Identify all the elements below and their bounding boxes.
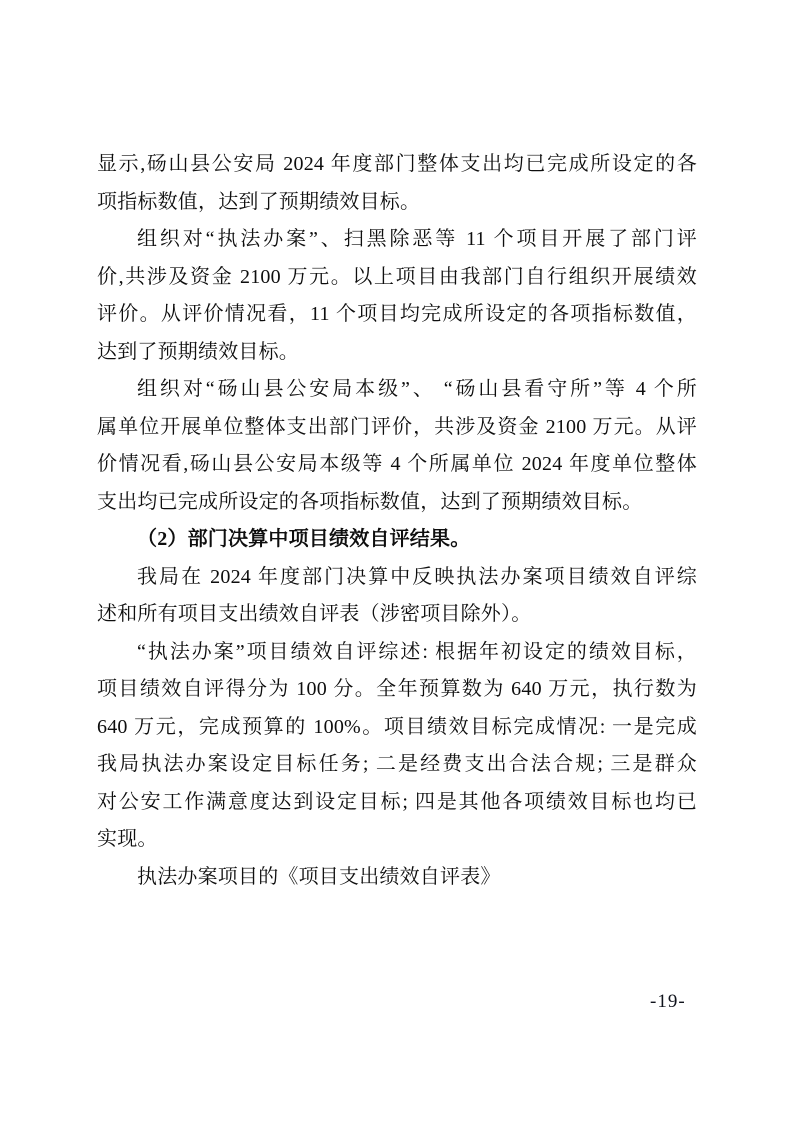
text-line: 执法办案项目的《项目支出绩效自评表》 [137, 865, 501, 888]
text-line: 对公安工作满意度达到设定目标; 四是其他各项绩效目标也均已 [97, 790, 697, 813]
text-line: 实现。 [97, 828, 158, 850]
text-line: 属单位开展单位整体支出部门评价，共涉及资金 2100 万元。从评 [97, 415, 697, 438]
text-line: 达到了预期绩效目标。 [97, 340, 299, 363]
text-line: 组织对“砀山县公安局本级”、 “砀山县看守所”等 4 个所 [137, 378, 697, 400]
text-line: 评价。从评价情况看，11 个项目均完成所设定的各项指标数值， [97, 303, 697, 325]
text-line: 述和所有项目支出绩效自评表（涉密项目除外）。 [97, 603, 532, 625]
text-line: 价情况看,砀山县公安局本级等 4 个所属单位 2024 年度单位整体 [97, 453, 697, 475]
text-line: 项目绩效自评得分为 100 分。全年预算数为 640 万元，执行数为 [97, 678, 697, 700]
text-line: 价,共涉及资金 2100 万元。以上项目由我部门自行组织开展绩效 [97, 265, 697, 288]
text-line: 显示,砀山县公安局 2024 年度部门整体支出均已完成所设定的各 [97, 153, 697, 175]
text-line: 640 万元，完成预算的 100%。项目绩效目标完成情况: 一是完成 [97, 715, 697, 738]
text-line: 项指标数值，达到了预期绩效目标。 [97, 190, 421, 213]
text-line: 我局执法办案设定目标任务; 二是经费支出合法合规; 三是群众 [97, 753, 697, 775]
section-heading: （2）部门决算中项目绩效自评结果。 [137, 528, 471, 550]
text-line: 支出均已完成所设定的各项指标数值，达到了预期绩效目标。 [97, 490, 643, 513]
page-number: -19- [650, 991, 686, 1012]
text-line: “执法办案”项目绩效自评综述: 根据年初设定的绩效目标， [137, 640, 697, 663]
text-line: 我局在 2024 年度部门决算中反映执法办案项目绩效自评综 [137, 565, 697, 588]
text-line: 组织对“执法办案”、扫黑除恶等 11 个项目开展了部门评 [137, 228, 697, 250]
document-body [97, 146, 697, 896]
